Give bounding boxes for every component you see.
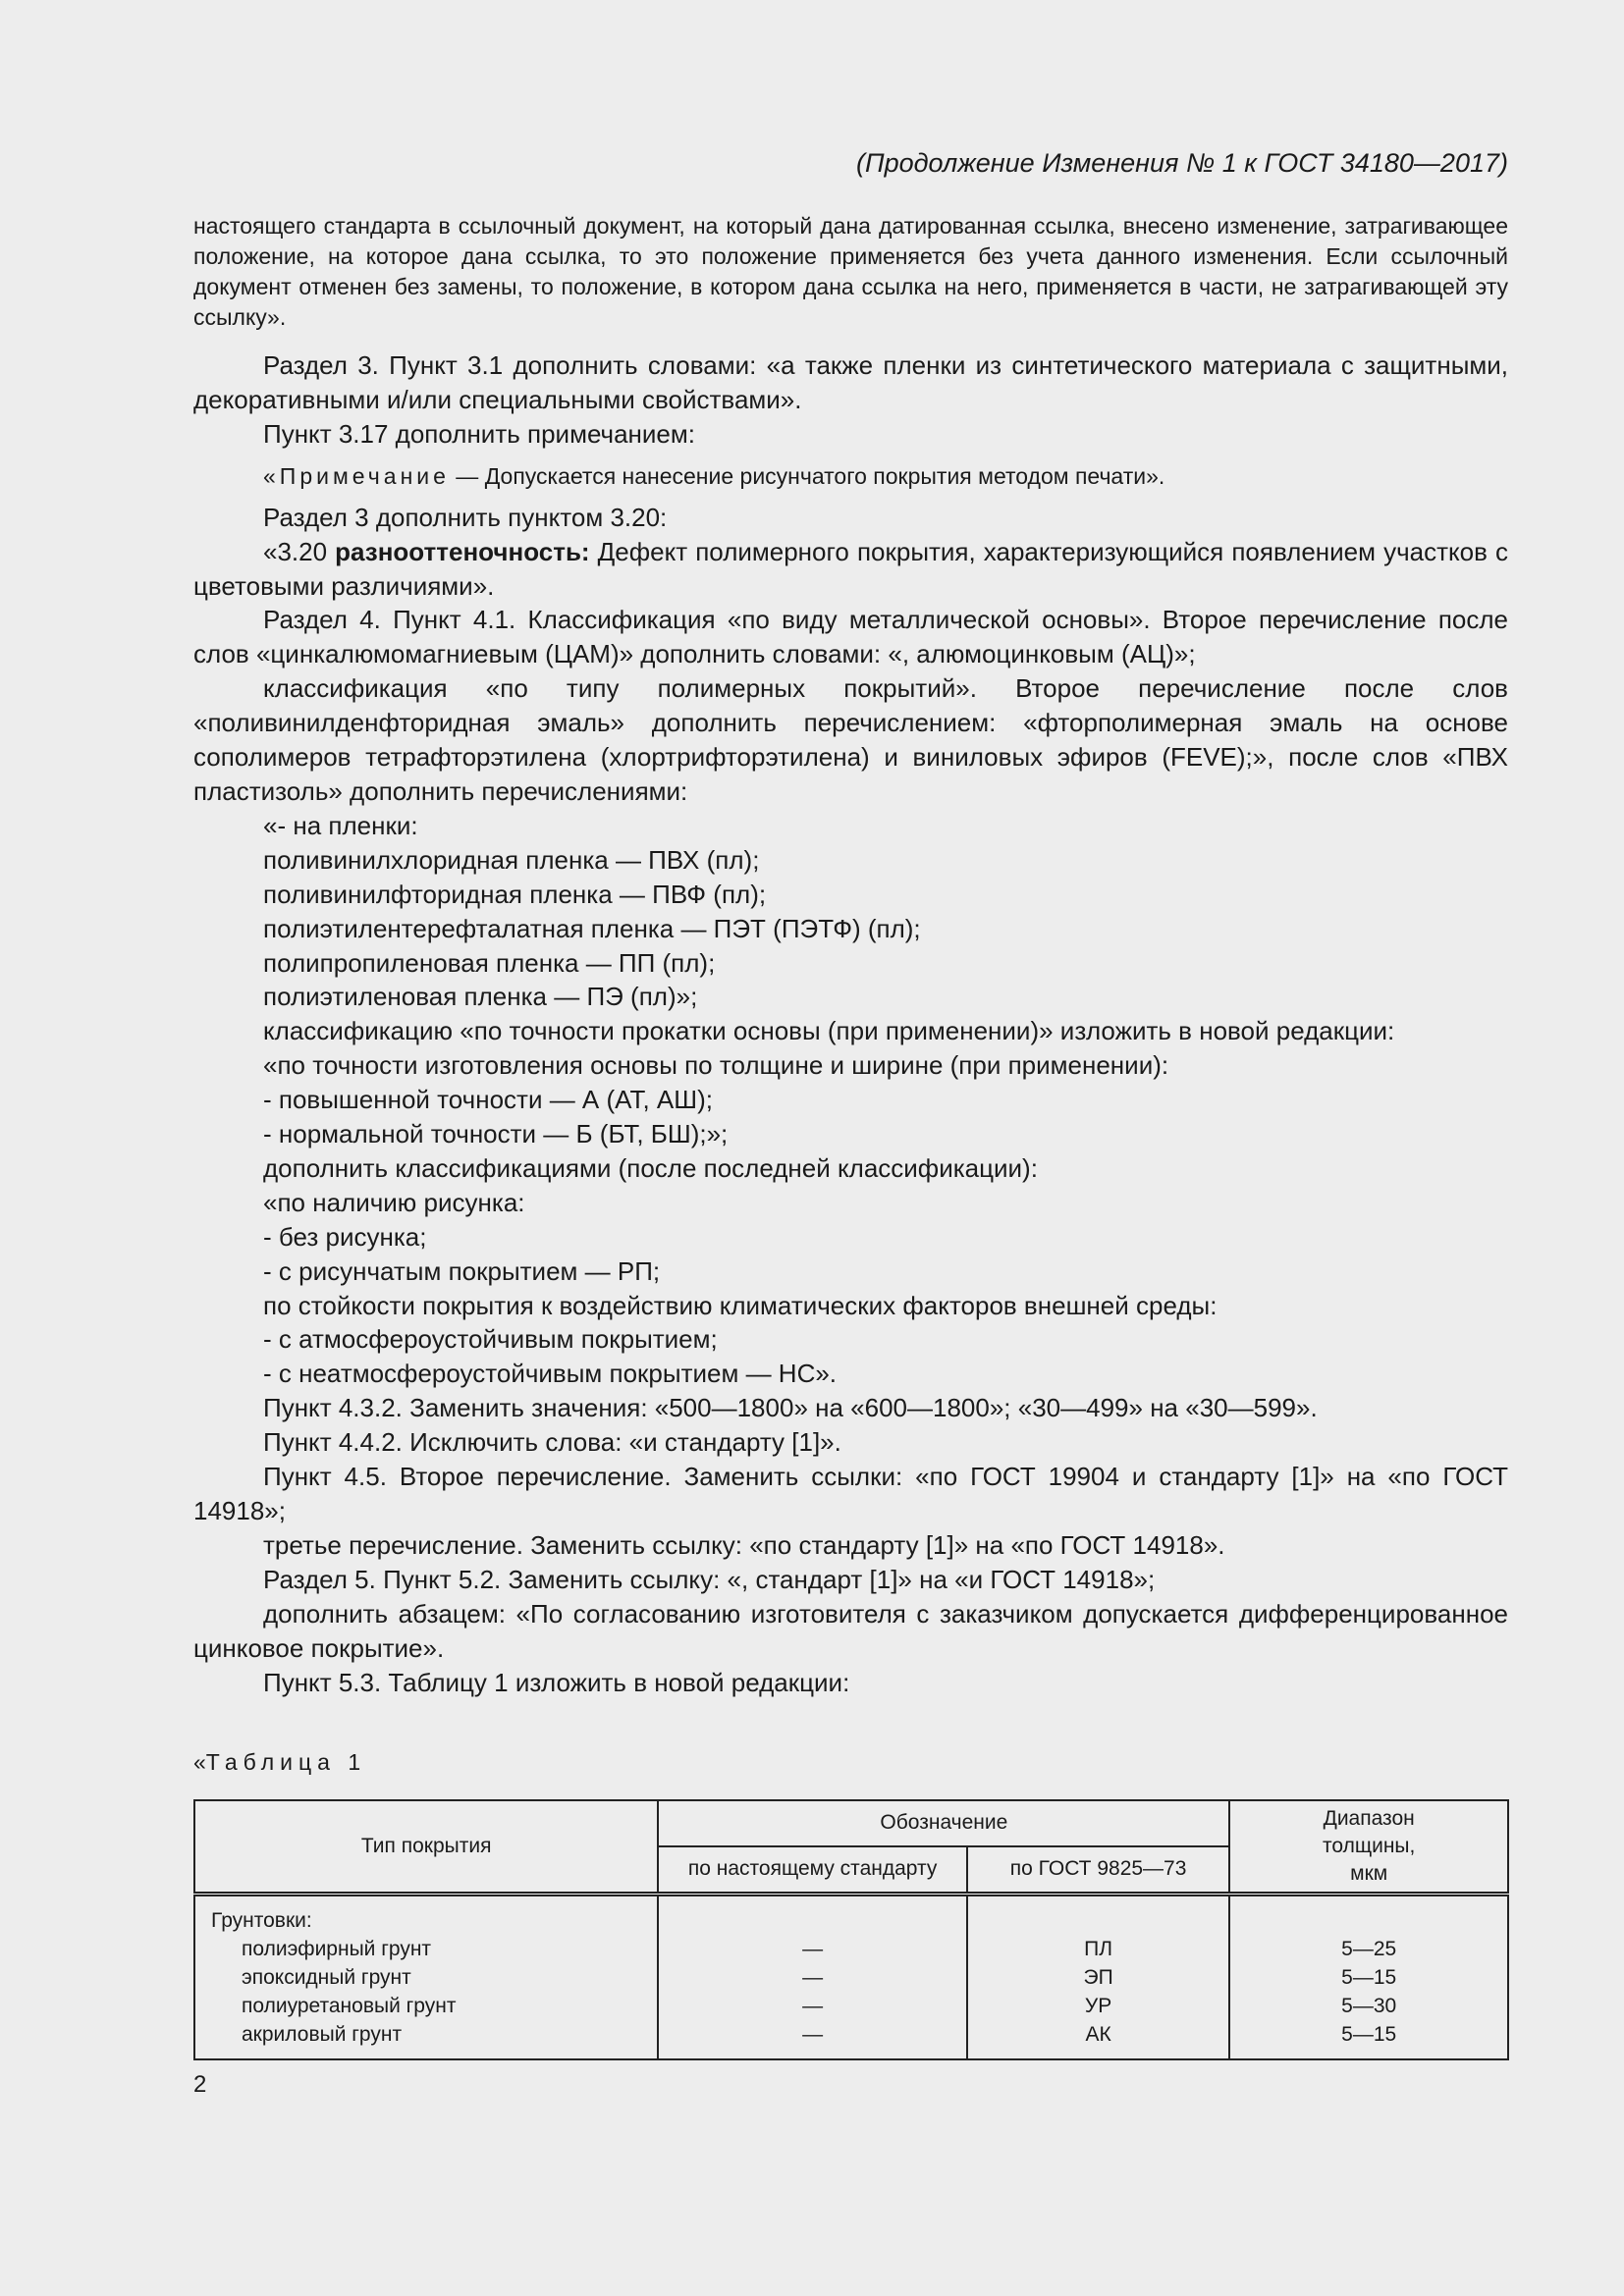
cell-type: Грунтовки: полиэфирный грунт эпоксидный грунт полиуретановый грунт акриловый грунт bbox=[194, 1895, 658, 2060]
list-item: «по наличию рисунка: bbox=[263, 1187, 525, 1217]
header-coating-type: Тип покрытия bbox=[194, 1800, 658, 1895]
header-gost-9825: по ГОСТ 9825—73 bbox=[967, 1846, 1229, 1895]
list-item: - с неатмосфероустойчивым покрытием — НС». bbox=[263, 1359, 838, 1389]
paragraph-5-3: Пункт 5.3. Таблицу 1 изложить в новой редакции: bbox=[263, 1667, 850, 1697]
paragraph-polymer-types: классификация «по типу полимерных покрытий». Второе перечисление после слов «поливинилденфторидная эмаль» дополнить перечислением: «фторполимерная эмаль на основе сополимеров тетрафторэтилена (хлортрифторэтилена) и виниловых эфиров (FEVE);», после слов «ПВХ пластизоль» дополнить перечислениями: bbox=[193, 673, 1508, 806]
list-item: по стойкости покрытия к воздействию климатических факторов внешней среды: bbox=[263, 1290, 1218, 1320]
paragraph-third-item: третье перечисление. Заменить ссылку: «по стандарту [1]» на «по ГОСТ 14918». bbox=[263, 1529, 1225, 1560]
paragraph-3-17: Пункт 3.17 дополнить примечанием: bbox=[263, 418, 695, 449]
list-item: классификацию «по точности прокатки основы (при применении)» изложить в новой редакции: bbox=[263, 1016, 1395, 1046]
definition-text: Дефект полимерного покрытия, характеризующийся появлением участков с цветовыми различиями». bbox=[193, 536, 1508, 601]
page-number: 2 bbox=[193, 2071, 207, 2098]
list-item: - повышенной точности — А (АТ, АШ); bbox=[263, 1085, 713, 1115]
note-prefix: «Примечание bbox=[263, 462, 450, 489]
definition-number: «3.20 bbox=[263, 536, 336, 566]
coating-table bbox=[193, 1799, 1509, 2060]
list-item: - без рисунка; bbox=[263, 1221, 427, 1252]
document-body bbox=[193, 348, 1508, 1699]
paragraph-5-2-addition: дополнить абзацем: «По согласованию изготовителя с заказчиком допускается дифференцированное цинковое покрытие». bbox=[193, 1598, 1508, 1663]
cell-gost: ПЛ ЭП УР АК bbox=[967, 1895, 1229, 2060]
table-row bbox=[194, 1895, 1508, 2060]
header-this-standard: по настоящему стандарту bbox=[658, 1846, 967, 1895]
list-item: полиэтилентерефталатная пленка — ПЭТ (ПЭТФ) (пл); bbox=[263, 913, 921, 943]
list-item: «по точности изготовления основы по толщине и ширине (при применении): bbox=[263, 1050, 1169, 1081]
intro-paragraph: настоящего стандарта в ссылочный документ, на который дана датированная ссылка, внесено изменение, затрагивающее положение, на которое дана ссылка, то это положение применяется без учета данного изменения. Если ссылочный документ отменен без замены, то положение, в котором дана ссылка на него, применяется в части, не затрагивающей эту ссылку». bbox=[193, 213, 1508, 330]
cell-this-standard: — — — — bbox=[658, 1895, 967, 2060]
list-item: - с рисунчатым покрытием — РП; bbox=[263, 1255, 661, 1286]
list-item: поливинилхлоридная пленка — ПВХ (пл); bbox=[263, 844, 760, 875]
list-item: Пункт 4.3.2. Заменить значения: «500—1800» на «600—1800»; «30—499» на «30—599». bbox=[263, 1393, 1318, 1423]
list-item: - с атмосфероустойчивым покрытием; bbox=[263, 1324, 718, 1355]
caption-quote: « bbox=[193, 1749, 206, 1775]
table-caption bbox=[193, 1747, 366, 1777]
list-item: полиэтиленовая пленка — ПЭ (пл)»; bbox=[263, 982, 698, 1012]
list-item: дополнить классификациями (после последней классификации): bbox=[263, 1152, 1038, 1183]
cell-range: 5—25 5—15 5—30 5—15 bbox=[1229, 1895, 1508, 2060]
page-header: (Продолжение Изменения № 1 к ГОСТ 34180—2017) bbox=[856, 148, 1508, 178]
paragraph-3-20 bbox=[193, 535, 1508, 604]
note bbox=[193, 459, 1508, 493]
paragraph-4-5: Пункт 4.5. Второе перечисление. Заменить ссылки: «по ГОСТ 19904 и стандарту [1]» на «по ГОСТ 14918»; bbox=[193, 1462, 1508, 1525]
note-text: — Допускается нанесение рисунчатого покрытия методом печати». bbox=[449, 462, 1165, 489]
list-item: полипропиленовая пленка — ПП (пл); bbox=[263, 947, 716, 978]
caption-text: Таблица 1 bbox=[205, 1749, 367, 1775]
header-designation: Обозначение bbox=[658, 1800, 1229, 1846]
list-item: Пункт 4.4.2. Исключить слова: «и стандарту [1]». bbox=[263, 1427, 841, 1458]
header-thickness-range: Диапазон толщины, мкм bbox=[1229, 1800, 1508, 1895]
definition-term: разнооттеночность: bbox=[335, 536, 590, 566]
paragraph-3-20-intro: Раздел 3 дополнить пунктом 3.20: bbox=[263, 502, 668, 532]
list-item: поливинилфторидная пленка — ПВФ (пл); bbox=[263, 879, 767, 909]
paragraph-5-2: Раздел 5. Пункт 5.2. Заменить ссылку: «, стандарт [1]» на «и ГОСТ 14918»; bbox=[263, 1564, 1156, 1594]
list-item: - нормальной точности — Б (БТ, БШ);»; bbox=[263, 1119, 729, 1149]
paragraph-3-1: Раздел 3. Пункт 3.1 дополнить словами: «а также пленки из синтетического материала с защитными, декоративными и/или специальными свойствами». bbox=[193, 350, 1508, 414]
list-item: «- на пленки: bbox=[263, 810, 418, 840]
group-label: Грунтовки: bbox=[211, 1909, 312, 1932]
paragraph-4-1: Раздел 4. Пункт 4.1. Классификация «по виду металлической основы». Второе перечисление после слов «цинкалюмомагниевым (ЦАМ)» дополнить словами: «, алюмоцинковым (АЦ)»; bbox=[193, 605, 1508, 669]
